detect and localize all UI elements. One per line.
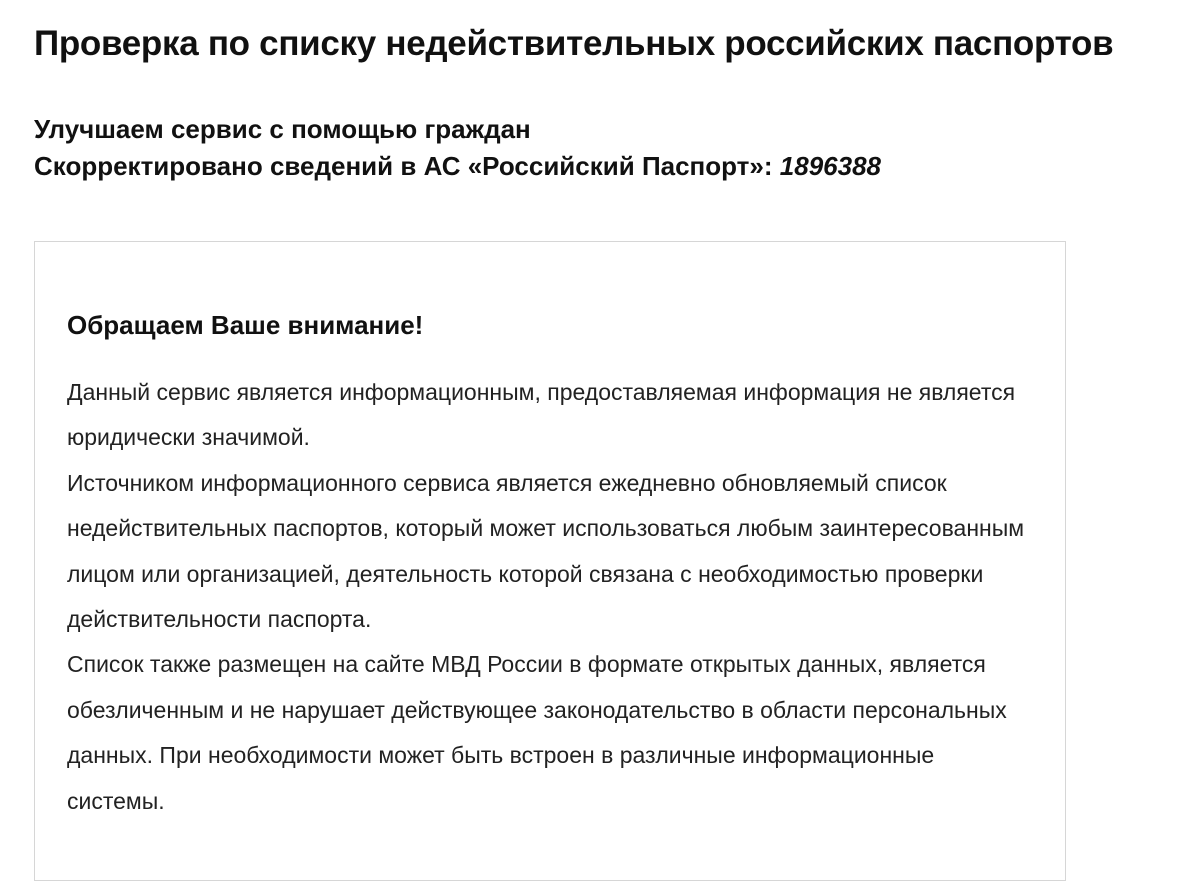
corrected-records-label: Скорректировано сведений в АС «Российский Паспорт»: [34, 151, 773, 181]
notice-paragraph-legal-status: Данный сервис является информационным, предоставляемая информация не является юридически значимой. [67, 379, 1016, 451]
notice-box [34, 241, 1066, 881]
page-title: Проверка по списку недействительных российских паспортов [34, 24, 1114, 63]
notice-body [67, 370, 1027, 824]
stats-block [34, 111, 1164, 185]
notice-heading: Обращаем Ваше внимание! [67, 310, 424, 340]
corrected-records-line [34, 148, 1164, 185]
notice-paragraph-open-data: Список также размещен на сайте МВД России в формате открытых данных, является обезличенным и не нарушает действующее законодательство в области персональных данных. При необходимости может быть встроен в различные информационные системы. [67, 651, 1007, 814]
notice-paragraph-source: Источником информационного сервиса является ежедневно обновляемый список недействительных паспортов, который может использоваться любым заинтересованным лицом или организацией, деятельность которой связана с необходимостью проверки действительности паспорта. [67, 469, 1025, 633]
corrected-records-count: 1896388 [779, 151, 882, 181]
improving-service-text: Улучшаем сервис с помощью граждан [34, 114, 531, 144]
